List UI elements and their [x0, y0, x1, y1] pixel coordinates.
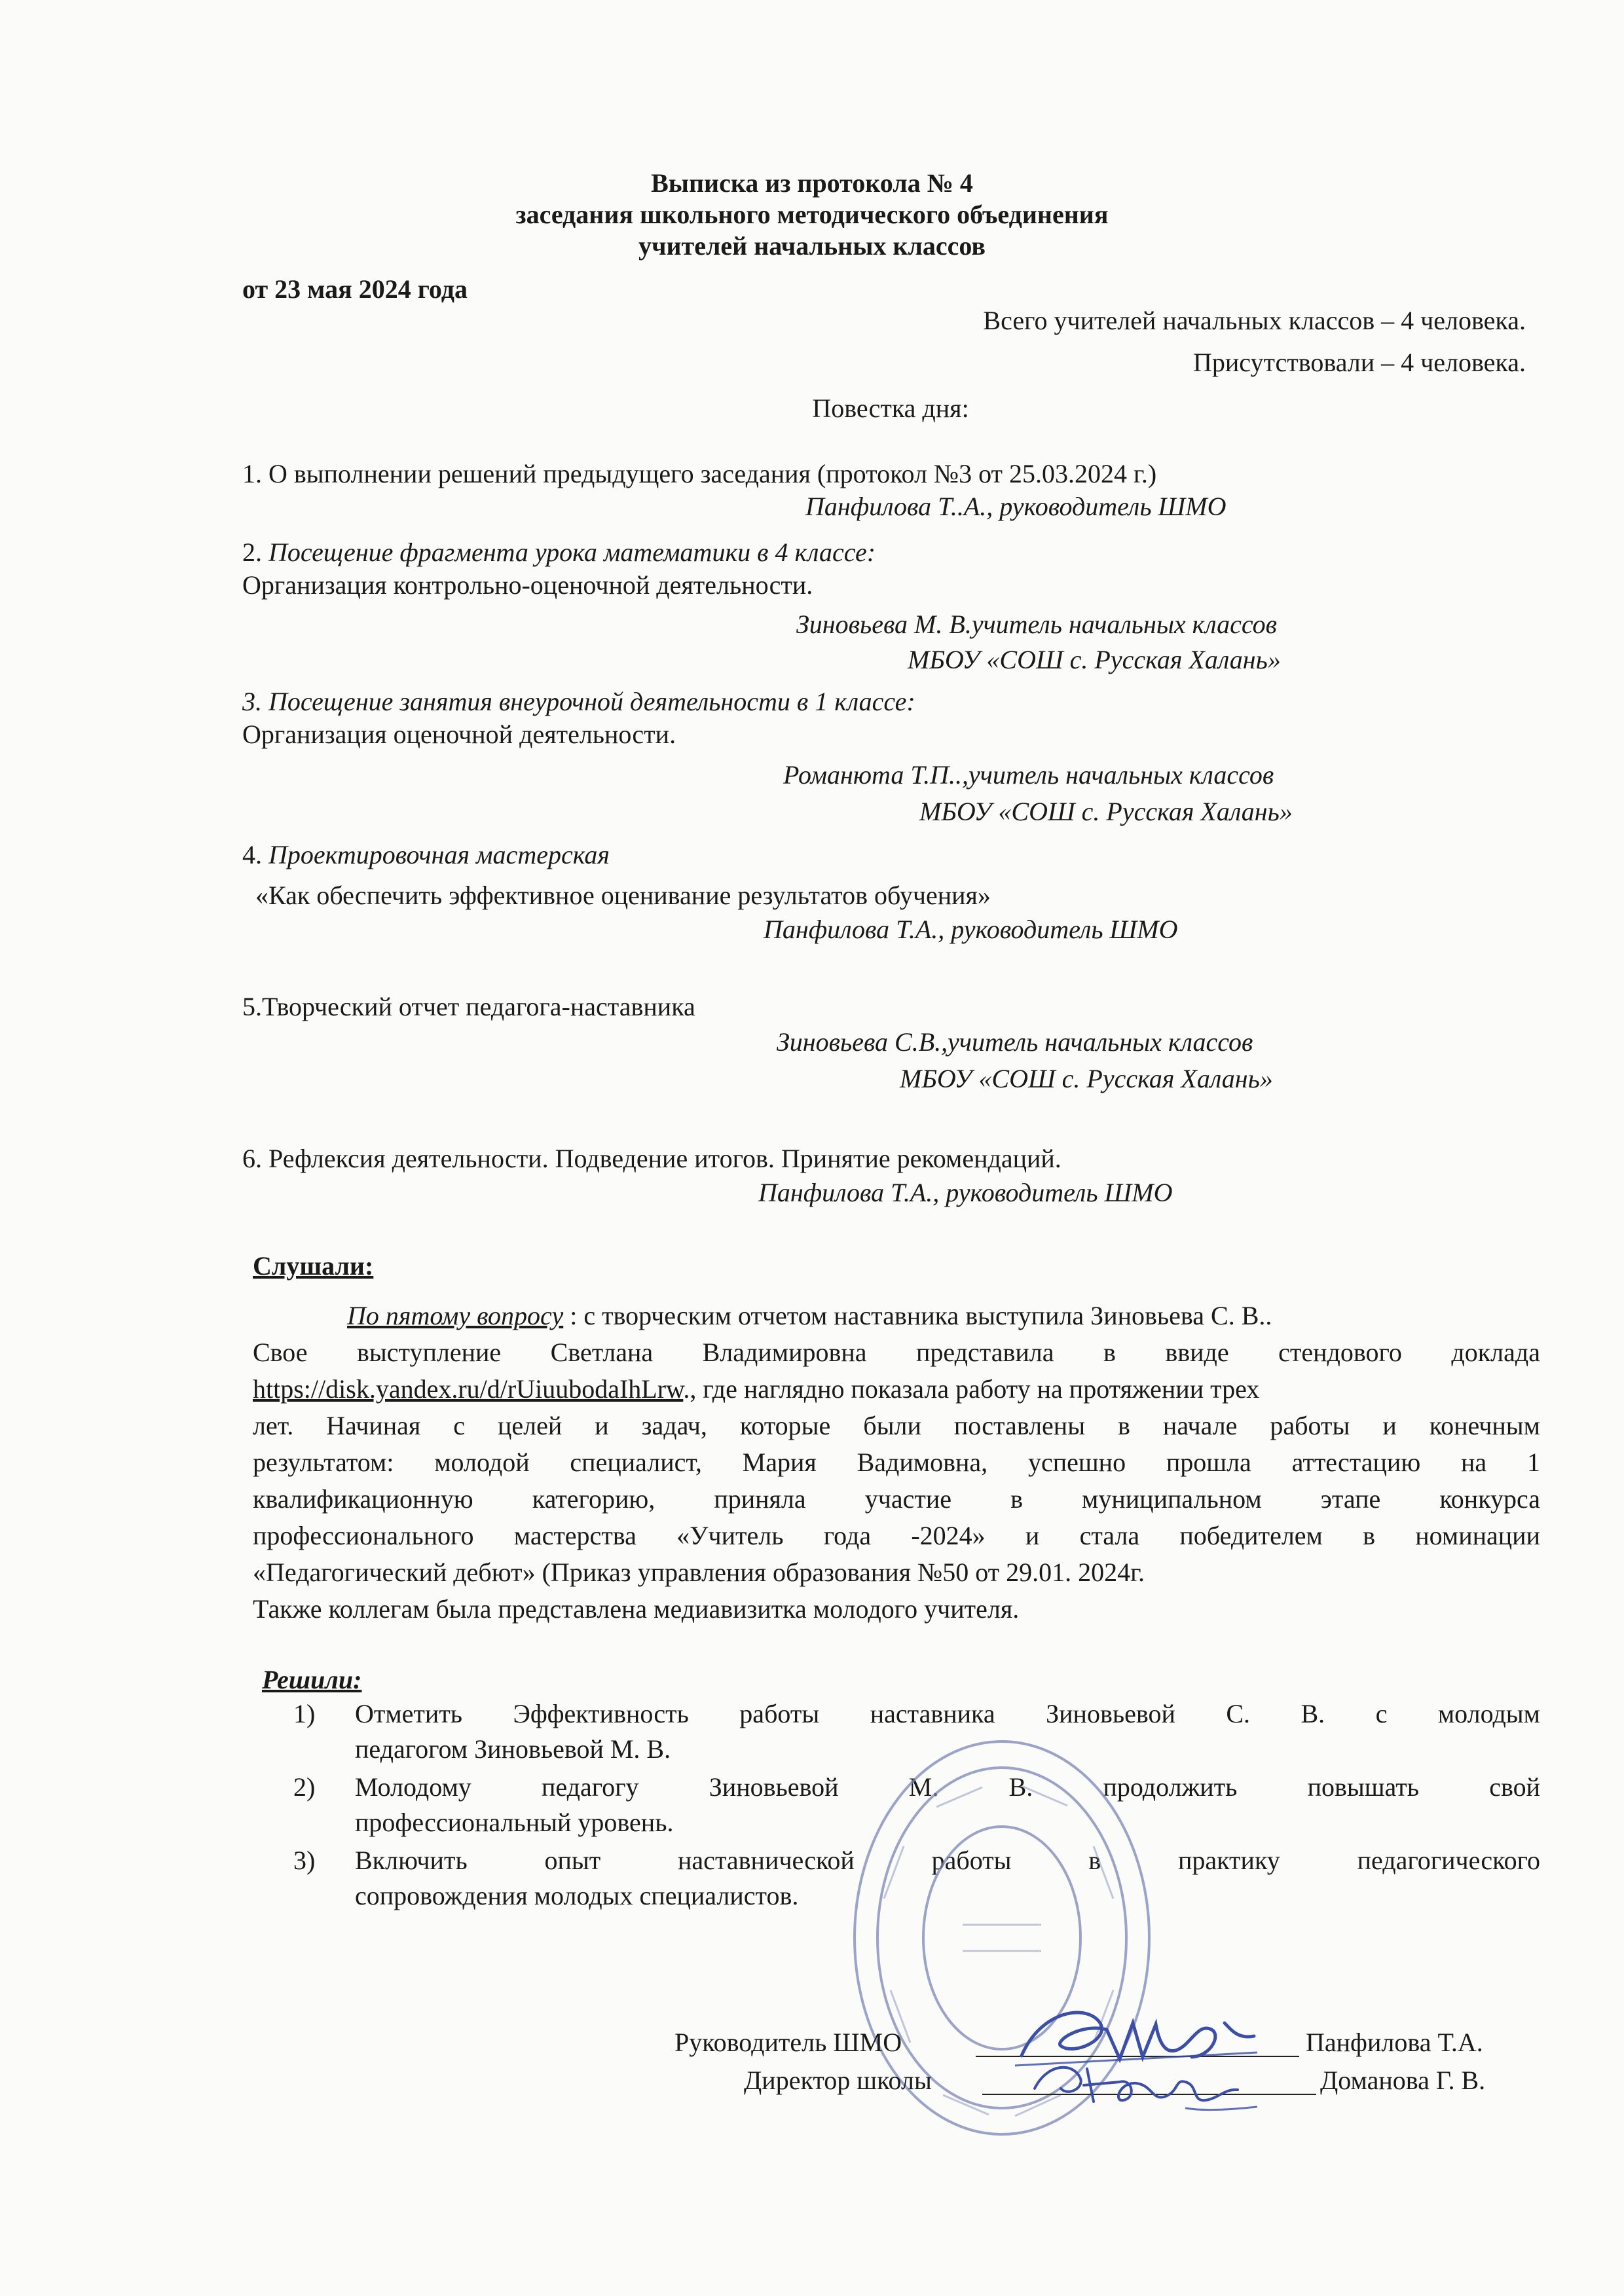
head-name: Панфилова Т.А. [1306, 2028, 1483, 2057]
report-link[interactable]: https://disk.yandex.ru/d/rUiuubodaIhLrw [253, 1374, 684, 1404]
total-teachers: Всего учителей начальных классов – 4 человека. [983, 306, 1526, 335]
agenda-item-number: 2. [242, 538, 268, 567]
agenda-item-4-speaker: Панфилова Т.А., руководитель ШМО [764, 915, 1178, 944]
agenda-item-4-sub: «Как обеспечить эффективное оценивание результатов обучения» [255, 881, 991, 910]
heard-line-5: результатом: молодой специалист, Мария Вадимовна, успешно прошла аттестацию на 1 [253, 1448, 1540, 1477]
decision-number-2: 2) [293, 1772, 316, 1802]
director-role: Директор школы [744, 2066, 932, 2095]
head-role: Руководитель ШМО [674, 2028, 902, 2057]
agenda-item-3-speaker: Романюта Т.П..,учитель начальных классов [783, 760, 1274, 790]
heard-heading: Слушали: [253, 1251, 374, 1281]
agenda-item-5: 5.Творческий отчет педагога-наставника [242, 992, 695, 1021]
heard-line-8: «Педагогический дебют» (Приказ управления образования №50 от 29.01. 2024г. [253, 1558, 1145, 1587]
agenda-item-2-org: МБОУ «СОШ с. Русская Халань» [908, 645, 1281, 674]
decided-heading: Решили: [262, 1665, 362, 1694]
present-count: Присутствовали – 4 человека. [1193, 348, 1526, 377]
decision-number-1: 1) [293, 1699, 316, 1728]
agenda-item-3-org: МБОУ «СОШ с. Русская Халань» [919, 797, 1293, 826]
decision-number-3: 3) [293, 1846, 316, 1875]
heard-text: : с творческим отчетом наставника выступила Зиновьева С. В.. [563, 1301, 1272, 1330]
heard-line-9: Также коллегам была представлена медиавизитка молодого учителя. [253, 1594, 1020, 1624]
agenda-item-5-speaker: Зиновьева С.В.,учитель начальных классов [777, 1027, 1253, 1057]
agenda-item-2-speaker: Зиновьева М. В.учитель начальных классов [796, 610, 1277, 639]
agenda-item-text: Посещение фрагмента урока математики в 4 классе: [268, 538, 876, 567]
agenda-item-3: 3. Посещение занятия внеурочной деятельности в 1 классе: [242, 687, 915, 716]
decision-3-line-1: Включить опыт наставнической работы в практику педагогического [355, 1846, 1540, 1875]
agenda-item-text: Проектировочная мастерская [268, 840, 610, 869]
agenda-item-6-speaker: Панфилова Т.А., руководитель ШМО [758, 1178, 1173, 1207]
decision-1-line-2: педагогом Зиновьевой М. В. [355, 1734, 671, 1764]
agenda-item-6: 6. Рефлексия деятельности. Подведение итогов. Принятие рекомендаций. [242, 1144, 1061, 1173]
decision-3-line-2: сопровождения молодых специалистов. [355, 1881, 799, 1910]
agenda-item-4 [242, 839, 610, 871]
decision-1-line-1: Отметить Эффективность работы наставника Зиновьевой С. В. с молодым [355, 1699, 1540, 1728]
agenda-item-text: О выполнении решений предыдущего заседания (протокол №3 от 25.03.2024 г.) [268, 459, 1157, 488]
heard-line-1 [347, 1300, 1272, 1332]
heard-lead: По пятому вопросу [347, 1301, 564, 1330]
decision-2-line-2: профессиональный уровень. [355, 1808, 674, 1837]
heard-line-2: Свое выступление Светлана Владимировна представила в ввиде стендового доклада [253, 1338, 1540, 1367]
agenda-item-1 [242, 458, 1156, 490]
agenda-item-3-sub: Организация оценочной деятельности. [242, 720, 676, 749]
agenda-item-number: 1. [242, 459, 268, 488]
heard-line-4: лет. Начиная с целей и задач, которые были поставлены в начале работы и конечным [253, 1411, 1540, 1440]
document-title: Выписка из протокола № 4 [651, 168, 973, 198]
document-subtitle: заседания школьного методического объединения [515, 200, 1109, 229]
director-name: Доманова Г. В. [1320, 2066, 1486, 2095]
heard-line-3 [253, 1374, 1259, 1405]
agenda-item-5-org: МБОУ «СОШ с. Русская Халань» [900, 1064, 1273, 1093]
heard-line-7: профессионального мастерства «Учитель года -2024» и стала победителем в номинации [253, 1521, 1540, 1550]
agenda-item-number: 4. [242, 840, 268, 869]
agenda-item-2 [242, 537, 876, 568]
director-signature [1022, 2049, 1270, 2121]
heard-text: ., где наглядно показала работу на протяжении трех [683, 1374, 1260, 1404]
document-subtitle-2: учителей начальных классов [638, 231, 986, 261]
meeting-date: от 23 мая 2024 года [242, 274, 468, 304]
decision-2-line-1: Молодому педагогу Зиновьевой М. В. продолжить повышать свой [355, 1772, 1540, 1802]
agenda-title: Повестка дня: [812, 393, 969, 423]
agenda-item-2-sub: Организация контрольно-оценочной деятельности. [242, 570, 813, 600]
heard-line-6: квалификационную категорию, приняла участие в муниципальном этапе конкурса [253, 1484, 1540, 1514]
agenda-item-1-speaker: Панфилова Т..А., руководитель ШМО [805, 492, 1227, 521]
